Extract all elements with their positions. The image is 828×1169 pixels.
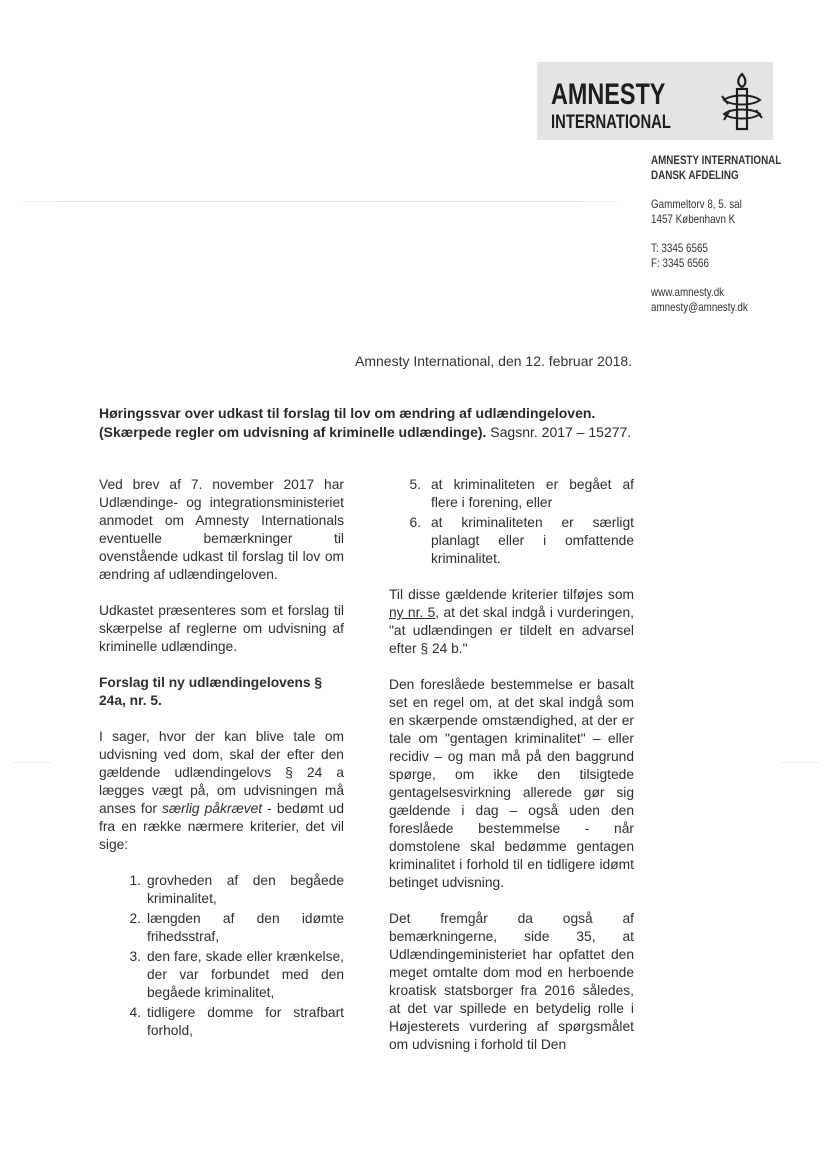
list-item: 5. at kriminaliteten er begået af flere i forening, eller [409,477,634,510]
right-column [389,476,634,1072]
email-link[interactable]: amnesty@amnesty.dk [651,300,748,314]
scan-edge-mark [780,762,820,763]
org-contact-block [651,153,781,315]
list-item: 2. længden af den idømte frihedsstraf, [129,911,344,944]
criteria-list [117,872,344,1040]
letter-subject [99,404,649,442]
address-line-1: Gammeltorv 8, 5. sal [651,197,742,211]
logo-line-2: INTERNATIONAL [551,112,671,133]
analysis-paragraph: Den foreslåede bestemmelse er basalt set en regel om, at det skal indgå som en skærpende omstændighed, at der er tale om "gentagen kriminalitet" – eller recidiv – og man må på den baggrund spørge, om ikke den tilsigtede gentagelsesvirkning allerede gør sig gældende i dag – også uden den foreslåede bestemmelse - når domstolene skal bedømme gentagen kriminalitet i forhold til en tidligere idømt betinget udvisning. [389,677,634,890]
org-name: AMNESTY INTERNATIONAL [651,153,782,167]
list-item: 3. den fare, skade eller krænkelse, der var forbundet med den begåede kriminalitet, [129,949,344,1000]
subject-title: Høringssvar over udkast til forslag til lov om ændring af udlændingeloven. (Skærpede regler om udvisning af kriminelle udlændinge). [99,405,596,440]
intro-paragraph: Ved brev af 7. november 2017 har Udlændinge- og integrationsministeriet anmodet om Amnesty Internationals eventuelle bemærkninger til ovenstående udkast til forslag til lov om ændring af udlændingeloven. [99,477,344,582]
org-division: DANSK AFDELING [651,168,739,182]
address-line-2: 1457 København K [651,212,736,226]
candle-barbed-wire-icon [718,70,764,134]
scan-edge-mark [12,762,52,763]
left-column [99,476,344,1058]
logo-line-1: AMNESTY [551,78,666,111]
org-address [651,197,781,227]
list-item: 4. tidligere domme for strafbart forhold, [129,1005,344,1038]
phone-number: T: 3345 6565 [651,241,708,255]
criteria-intro-paragraph: I sager, hvor der kan blive tale om udvisning ved dom, skal der efter den gældende udlændingelovs § 24 a lægges vægt på, om udvisningen må anses for særlig påkrævet - bedømt ud fra en række nærmere kriterier, det vil sige: [99,729,344,852]
list-item: 6. at kriminaliteten er særligt planlagt eller i omfattende kriminalitet. [409,515,634,566]
letter-date: Amnesty International, den 12. februar 2018. [355,353,633,369]
website-link[interactable]: www.amnesty.dk [651,285,725,299]
remarks-paragraph: Det fremgår da også af bemærkningerne, side 35, at Udlændingeministeriet har opfattet den meget omtalte dom mod en herboende kroatisk statsborger fra 2016 således, at det var spillede en betydelig rolle i Højesterets vurdering af spørgsmålet om udvisning i forhold til Den [389,911,634,1052]
header-divider [0,201,640,202]
org-online [651,285,781,315]
fax-number: F: 3345 6566 [651,256,710,270]
list-item: 1. grovheden af den begåede kriminalitet, [129,873,344,906]
emphasis-text: særlig påkrævet [162,801,263,816]
draft-paragraph: Udkastet præsenteres som et forslag til skærpelse af reglerne om udvisning af kriminelle udlændinge. [99,603,344,654]
underlined-text: ny nr. 5 [389,605,436,620]
subject-case-number: Sagsnr. 2017 – 15277. [486,424,632,440]
section-heading: Forslag til ny udlændingelovens § 24a, nr. 5. [99,675,323,708]
logo-wordmark [551,80,671,132]
new-criterion-paragraph: Til disse gældende kriterier tilføjes som ny nr. 5, at det skal indgå i vurderingen, "at udlændingen er tildelt en advarsel efter § 24 b." [389,587,634,656]
amnesty-logo [537,62,773,140]
criteria-list-continued [407,476,634,568]
org-phones [651,241,781,271]
